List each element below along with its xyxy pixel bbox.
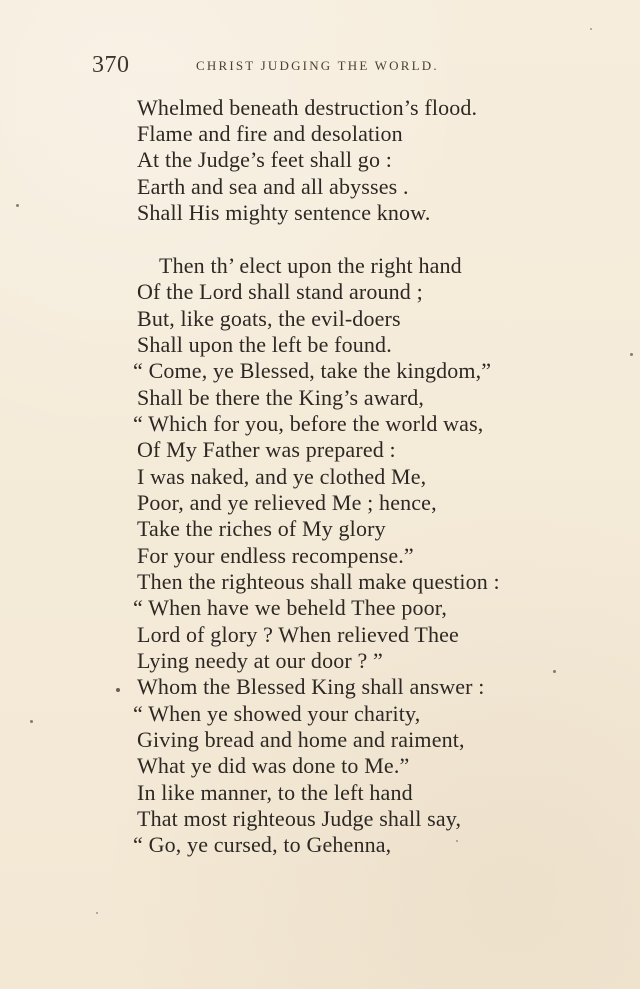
ink-speck bbox=[630, 353, 633, 356]
ink-speck bbox=[116, 688, 120, 692]
page-header bbox=[92, 52, 492, 82]
poem-line-17: For your endless recompense.” bbox=[137, 543, 414, 568]
poem-line-23: “ When ye showed your charity, bbox=[133, 701, 421, 726]
running-title: CHRIST JUDGING THE WORLD. bbox=[196, 58, 439, 73]
poem-line-6: Then th’ elect upon the right hand bbox=[159, 253, 462, 278]
poem-line-9: Shall upon the left be found. bbox=[137, 332, 392, 357]
ink-speck bbox=[456, 840, 458, 842]
poem-line-1: Whelmed beneath destruction’s flood. bbox=[137, 95, 478, 120]
ink-speck bbox=[30, 720, 33, 723]
ink-speck bbox=[590, 28, 592, 30]
ink-speck bbox=[16, 204, 19, 207]
page-number: 370 bbox=[92, 52, 130, 78]
poem-line-14: I was naked, and ye clothed Me, bbox=[137, 464, 427, 489]
poem-line-20: Lord of glory ? When relieved Thee bbox=[137, 622, 459, 647]
poem-line-25: What ye did was done to Me.” bbox=[137, 753, 410, 778]
poem-line-13: Of My Father was prepared : bbox=[137, 437, 396, 462]
poem-line-28: “ Go, ye cursed, to Gehenna, bbox=[133, 832, 392, 857]
poem-line-8: But, like goats, the evil-doers bbox=[137, 306, 401, 331]
poem-line-19: “ When have we beheld Thee poor, bbox=[133, 595, 448, 620]
ink-speck bbox=[553, 670, 556, 673]
ink-speck bbox=[96, 912, 98, 914]
poem-line-2: Flame and fire and desolation bbox=[137, 121, 403, 146]
poem-line-27: That most righteous Judge shall say, bbox=[137, 806, 462, 831]
poem-line-22: Whom the Blessed King shall answer : bbox=[137, 674, 485, 699]
poem-line-4: Earth and sea and all abysses . bbox=[137, 174, 409, 199]
poem-line-10: “ Come, ye Blessed, take the kingdom,” bbox=[133, 358, 492, 383]
poem-line-3: At the Judge’s feet shall go : bbox=[137, 147, 393, 172]
poem-line-18: Then the righteous shall make question : bbox=[137, 569, 500, 594]
poem-line-24: Giving bread and home and raiment, bbox=[137, 727, 465, 752]
poem-line-21: Lying needy at our door ? ” bbox=[137, 648, 383, 673]
poem-line-11: Shall be there the King’s award, bbox=[137, 385, 425, 410]
poem-line-16: Take the riches of My glory bbox=[137, 516, 386, 541]
poem-line-7: Of the Lord shall stand around ; bbox=[137, 279, 423, 304]
poem-line-26: In like manner, to the left hand bbox=[137, 780, 413, 805]
poem-line-12: “ Which for you, before the world was, bbox=[133, 411, 484, 436]
poem-line-15: Poor, and ye relieved Me ; hence, bbox=[137, 490, 437, 515]
poem-line-5: Shall His mighty sentence know. bbox=[137, 200, 431, 225]
